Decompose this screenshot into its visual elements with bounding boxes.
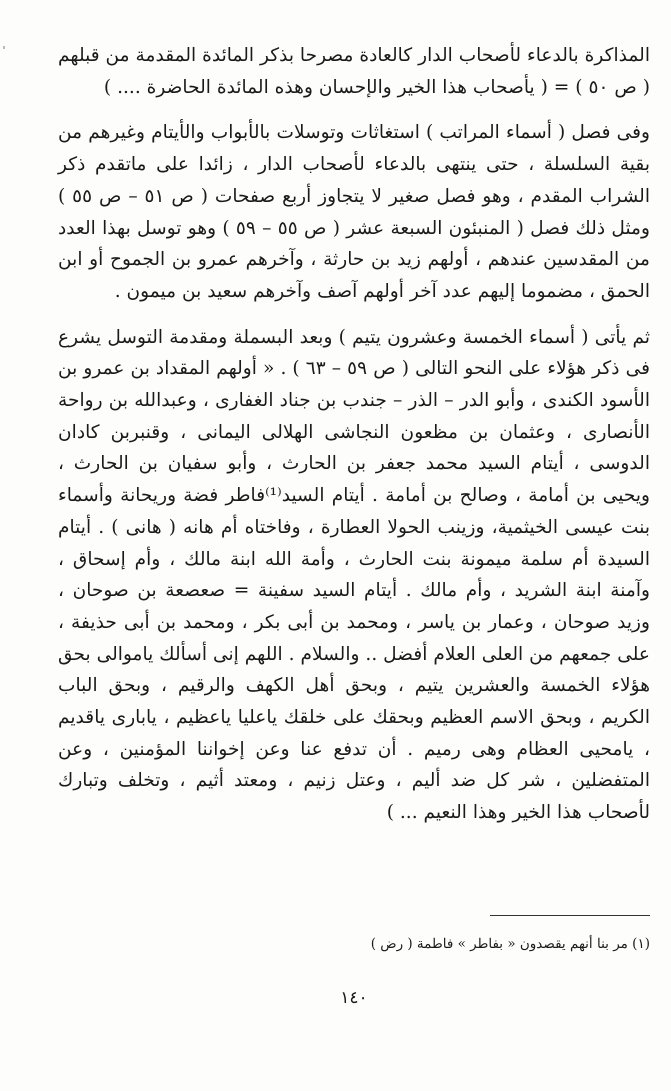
book-page: [58, 40, 650, 1080]
paragraph-2: وفى فصل ( أسماء المراتب ) استغاثات وتوسلات بالأبواب والأيتام وغيرهم من بقية السلسلة ، حتى ينتهى بالدعاء لأصحاب الدار ، زائدا على ماتقدم ذكر الشراب المقدم ، وهو فصل صغير لا يتجاوز أربع صفحات ( ص ٥١ – ص ٥٥ ) ومثل ذلك فصل ( المنبئون السبعة عشر ( ص ٥٥ – ٥٩ ) وهو توسل بهذا العدد من المقدسين عندهم ، أولهم زيد بن حارثة ، وآخرهم عمرو بن الجموح أو ابن الحمق ، مضموما إليهم عدد آخر أولهم آصف وآخرهم سعيد بن ميمون .: [58, 122, 650, 302]
footnote-divider: [490, 915, 650, 916]
paragraph-3: ثم يأتى ( أسماء الخمسة وعشرون يتيم ) وبعد البسملة ومقدمة التوسل يشرع فى ذكر هؤلاء على النحو التالى ( ص ٥٩ – ٦٣ ) . « أولهم المقداد بن عمرو بن الأسود الكندى ، وأبو الدر – الذر – جندب بن جناد الغفارى ، وعبدالله بن رواحة الأنصارى ، وعثمان بن مظعون النجاشى الهلالى اليمانى ، وقنبربن كادان الدوسى ، أيتام السيد محمد جعفر بن الحارث ، وأبو سفيان بن الحارث ، ويحيى بن أمامة ، وصالح بن أمامة . أيتام السيد⁽¹⁾فاطر فضة وريحانة وأسماء بنت عيسى الخيثمية، وزينب الحولا العطارة ، وفاختاه أم هانه ( هانى ) . أيتام السيدة أم سلمة ميمونة بنت الحارث ، وأمة الله ابنة مالك ، وأم إسحاق ، وآمنة ابنة الشريد ، وأم مالك . أيتام السيد سفينة = صعصعة بن صوحان ، وزيد صوحان ، وعمار بن ياسر ، ومحمد بن أبى بكر ، ومحمد بن أبى حذيفة ، على جمعهم من العلى العلام أفضل .. والسلام . اللهم إنى أسألك ياموالى بحق هؤلاء الخمسة والعشرين يتيم ، وبحق أهل الكهف والرقيم ، وبحق الباب الكريم ، وبحق الاسم العظيم وبحقك على خلقك ياعليا ياعظيم ، يابارى ياقديم ، يامحيى العظام وهى رميم . أن تدفع عنا وعن إخواننا المؤمنين ، وعن المتفضلين ، شر كل ضد أليم ، وعتل زنيم ، ومعتد أثيم ، وتخلف وتبارك لأصحاب هذا الخير وهذا النعيم ... ): [58, 326, 651, 824]
page-number: ١٤٠: [340, 988, 368, 1008]
scan-edge-mark: [3, 46, 5, 49]
paragraph-1: المذاكرة بالدعاء لأصحاب الدار كالعادة مصرحا بذكر المائدة المقدمة من قبلهم ( ص ٥٠ ) = ( يأصحاب هذا الخير والإحسان وهذه المائدة الحاضرة .... ): [58, 45, 650, 98]
footnote: (١) مر بنا أنهم يقصدون « بفاطر » فاطمة ( رض ): [370, 936, 650, 952]
